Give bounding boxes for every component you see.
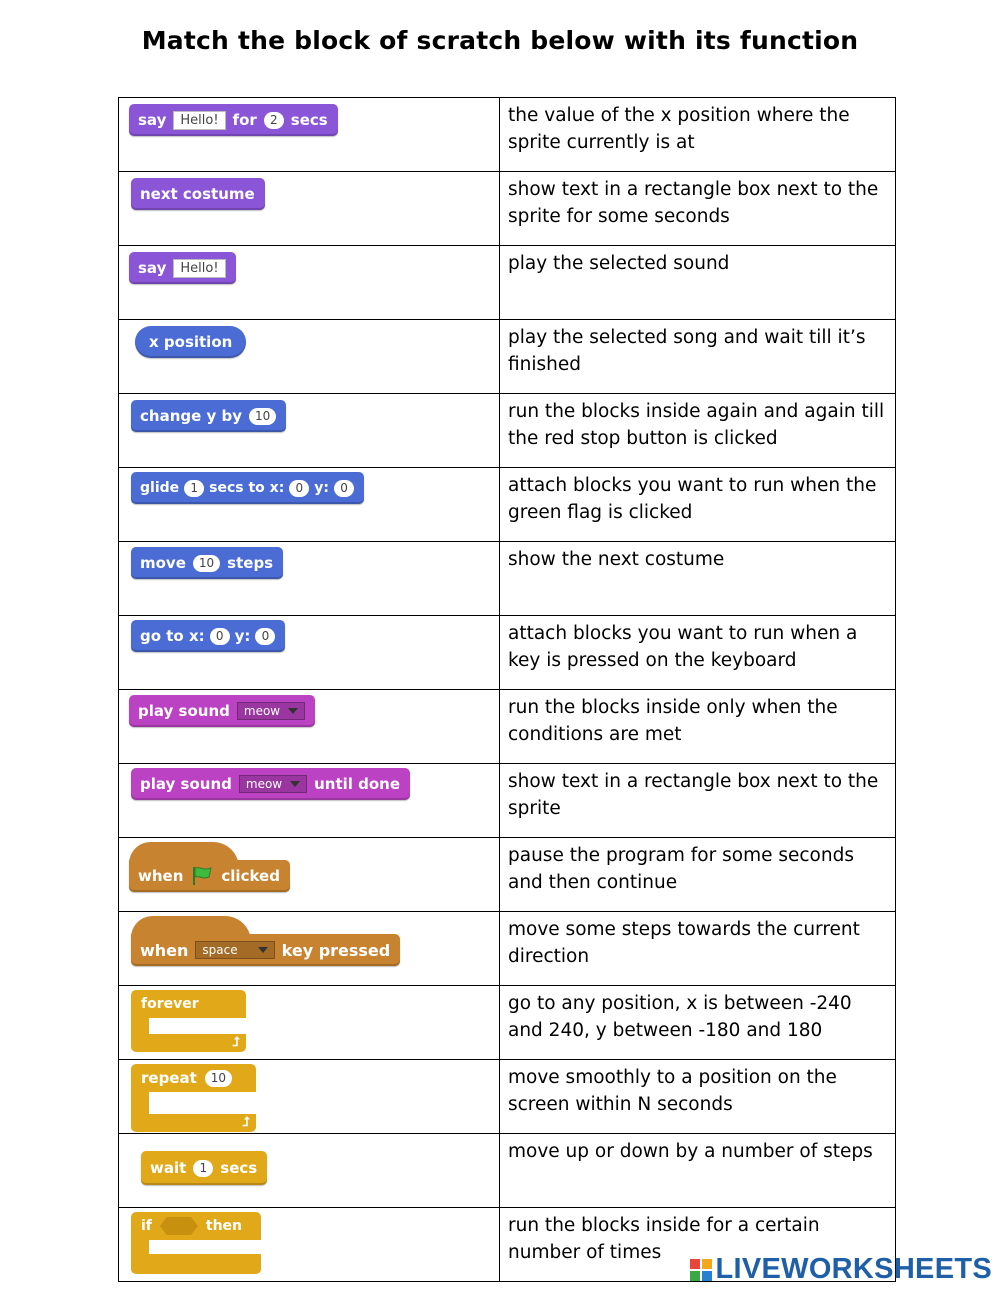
table-row (119, 1060, 896, 1134)
table-row (119, 1134, 896, 1208)
table-row (119, 394, 896, 468)
block-cell (119, 542, 500, 616)
table-row (119, 838, 896, 912)
next-costume-block[interactable] (131, 178, 265, 210)
when-flag-clicked-block[interactable] (129, 860, 290, 892)
key-dropdown[interactable] (195, 941, 274, 959)
function-text: the value of the x position where the sprite currently is at (500, 98, 896, 172)
change-y-by-block[interactable] (131, 400, 286, 432)
when-key-pressed-block[interactable] (131, 934, 400, 966)
block-word: y: (234, 627, 251, 645)
function-text: play the selected song and wait till it’s finished (500, 320, 896, 394)
block-word: play sound (140, 775, 232, 793)
block-cell (119, 1208, 500, 1282)
dropdown-value: meow (243, 704, 281, 718)
block-word: say (138, 111, 167, 129)
loop-arrow-icon: ⮥ (242, 1115, 250, 1130)
c-bottom (131, 1254, 261, 1274)
table-row (119, 320, 896, 394)
worksheet-title: Match the block of scratch below with its function (141, 26, 859, 55)
chevron-down-icon (290, 781, 300, 787)
number-input[interactable]: 0 (289, 480, 309, 497)
move-steps-block[interactable] (131, 547, 283, 579)
function-text: attach blocks you want to run when a key is pressed on the keyboard (500, 616, 896, 690)
repeat-header (131, 1064, 256, 1092)
number-input[interactable]: 0 (334, 480, 354, 497)
block-cell (119, 690, 500, 764)
block-word: until done (314, 775, 401, 793)
block-cell (119, 764, 500, 838)
c-arm (131, 1092, 149, 1114)
block-word: for (232, 111, 257, 129)
go-to-xy-block[interactable] (131, 620, 285, 652)
glide-block[interactable] (131, 472, 364, 504)
function-text: show text in a rectangle box next to the sprite for some seconds (500, 172, 896, 246)
block-cell (119, 468, 500, 542)
block-word: glide (140, 480, 180, 496)
block-cell (119, 1134, 500, 1208)
block-word: when (140, 940, 189, 960)
function-text: play the selected sound (500, 246, 896, 320)
number-input[interactable]: 1 (193, 1160, 213, 1177)
block-cell (119, 912, 500, 986)
text-input[interactable]: Hello! (173, 259, 225, 278)
block-cell (119, 986, 500, 1060)
block-word: clicked (221, 867, 280, 885)
dropdown-value: meow (245, 777, 283, 791)
block-cell (119, 838, 500, 912)
function-text: attach blocks you want to run when the green flag is clicked (500, 468, 896, 542)
sound-dropdown[interactable] (239, 775, 307, 793)
logo-square-i (702, 1259, 712, 1269)
number-input[interactable]: 0 (210, 628, 230, 645)
function-text: move some steps towards the current direction (500, 912, 896, 986)
table-row (119, 468, 896, 542)
block-word: wait (150, 1159, 187, 1177)
block-cell (119, 246, 500, 320)
block-cell (119, 98, 500, 172)
chevron-down-icon (288, 708, 298, 714)
dropdown-value: space (202, 943, 238, 957)
block-word: repeat (141, 1069, 197, 1087)
block-cell (119, 394, 500, 468)
table-row (119, 616, 896, 690)
function-text: run the blocks inside for a certain number of times (500, 1208, 896, 1282)
function-text: run the blocks inside only when the conditions are met (500, 690, 896, 764)
block-word: play sound (138, 702, 230, 720)
liveworksheets-logo (690, 1253, 993, 1286)
matching-table (118, 97, 896, 1282)
block-word: when (138, 867, 184, 885)
block-word: secs to x: (209, 480, 285, 496)
play-sound-block[interactable] (129, 695, 315, 727)
block-word: y: (314, 480, 330, 496)
block-word: say (138, 259, 167, 277)
x-position-reporter[interactable] (135, 326, 246, 358)
table-row (119, 690, 896, 764)
logo-mark-icon (690, 1259, 712, 1281)
block-word: go to x: (140, 627, 205, 645)
block-word: forever (141, 996, 199, 1012)
block-word: steps (227, 554, 274, 572)
c-bottom (131, 1034, 246, 1052)
loop-arrow-icon: ⮥ (232, 1035, 240, 1050)
chevron-down-icon (258, 947, 268, 953)
table-row (119, 912, 896, 986)
say-block[interactable] (129, 252, 236, 284)
function-text: show text in a rectangle box next to the sprite (500, 764, 896, 838)
function-text: show the next costume (500, 542, 896, 616)
text-input[interactable]: Hello! (173, 111, 225, 130)
repeat-block[interactable] (131, 1064, 256, 1134)
number-input[interactable]: 0 (255, 628, 275, 645)
table-row (119, 764, 896, 838)
logo-square-v (690, 1271, 700, 1281)
block-cell (119, 320, 500, 394)
block-cell (119, 616, 500, 690)
wait-secs-block[interactable] (141, 1151, 267, 1185)
block-word: then (205, 1218, 243, 1234)
green-flag-icon (191, 866, 213, 886)
brand-name: LIVEWORKSHEETS (715, 1253, 992, 1285)
block-word: move (140, 554, 186, 572)
table-row (119, 246, 896, 320)
block-word: key pressed (281, 940, 391, 960)
forever-header (131, 990, 246, 1018)
forever-block[interactable] (131, 990, 246, 1054)
block-cell (119, 172, 500, 246)
table-row (119, 98, 896, 172)
function-text: move up or down by a number of steps (500, 1134, 896, 1208)
block-word: change y by (140, 407, 243, 425)
play-sound-until-done-block[interactable] (131, 768, 410, 800)
table-row (119, 172, 896, 246)
if-header (131, 1212, 261, 1240)
condition-slot[interactable] (160, 1217, 198, 1235)
block-word: secs (220, 1159, 258, 1177)
say-for-secs-block[interactable] (129, 104, 338, 136)
logo-square-l (690, 1259, 700, 1269)
function-text: run the blocks inside again and again till the red stop button is clicked (500, 394, 896, 468)
function-text: pause the program for some seconds and then continue (500, 838, 896, 912)
block-word: next costume (140, 185, 255, 203)
number-input[interactable]: 10 (193, 555, 220, 572)
block-word: secs (290, 111, 328, 129)
sound-dropdown[interactable] (237, 702, 305, 720)
number-input[interactable]: 2 (264, 112, 284, 129)
block-cell (119, 1060, 500, 1134)
table-row (119, 986, 896, 1060)
table-row (119, 542, 896, 616)
logo-square-e (702, 1271, 712, 1281)
function-text: go to any position, x is between -240 and 240, y between -180 and 180 (500, 986, 896, 1060)
number-input[interactable]: 10 (205, 1070, 232, 1087)
block-word: if (141, 1218, 152, 1234)
if-then-block[interactable] (131, 1212, 261, 1274)
c-bottom (131, 1114, 256, 1132)
number-input[interactable]: 10 (249, 408, 276, 425)
function-text: move smoothly to a position on the screen within N seconds (500, 1060, 896, 1134)
number-input[interactable]: 1 (184, 480, 204, 497)
block-word: x position (149, 333, 233, 351)
c-arm (131, 1240, 149, 1254)
